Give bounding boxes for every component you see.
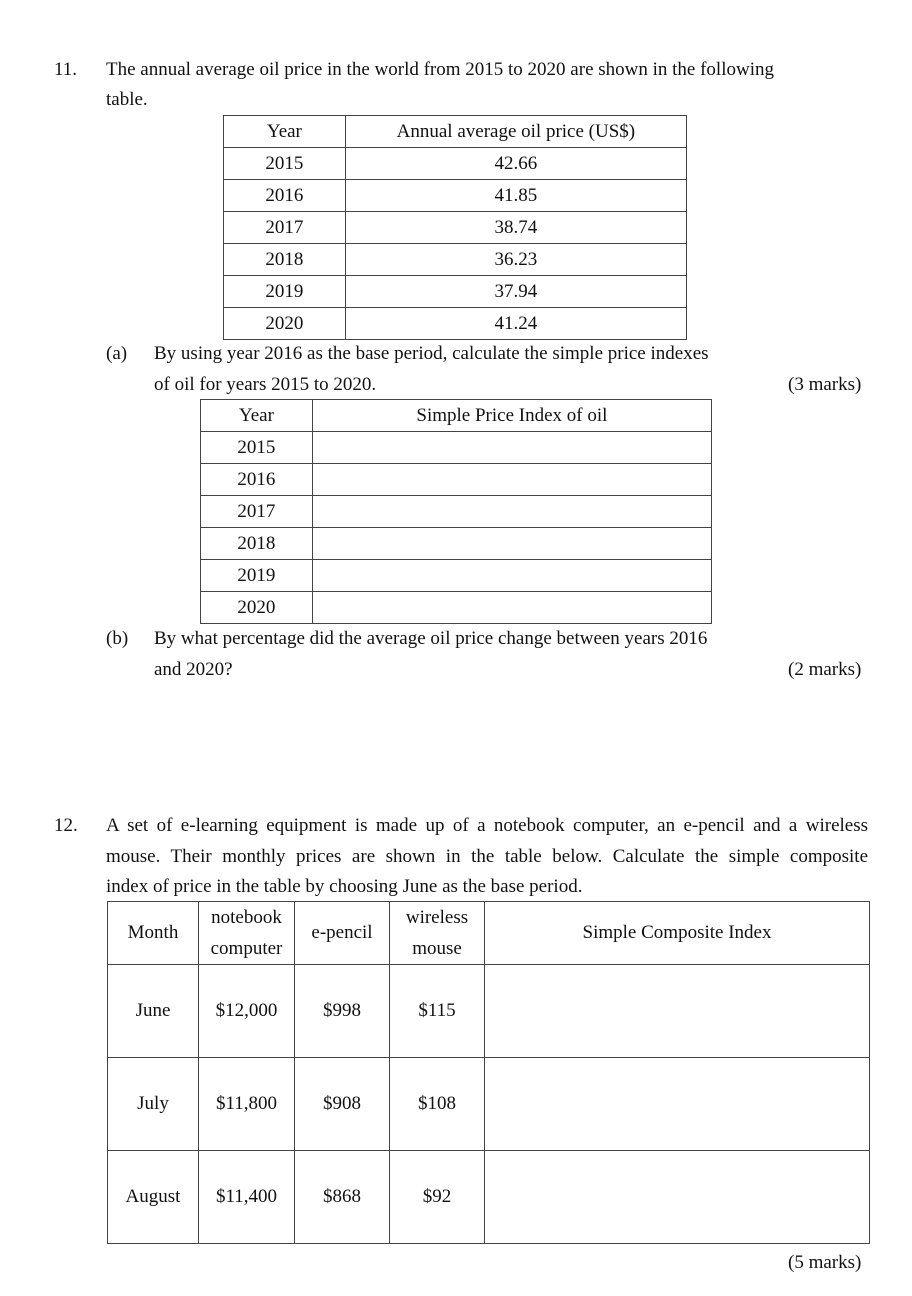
header-year: Year <box>224 116 346 148</box>
table-row <box>224 212 687 244</box>
notebook-price-cell: $11,400 <box>199 1151 295 1244</box>
answer-cell[interactable] <box>485 965 870 1058</box>
table-row <box>201 528 712 560</box>
price-cell: 38.74 <box>345 212 686 244</box>
header-notebook-computer <box>199 902 295 965</box>
year-cell: 2020 <box>201 592 313 624</box>
question-12-marks: (5 marks) <box>788 1252 862 1273</box>
table-row <box>224 148 687 180</box>
month-cell: June <box>108 965 199 1058</box>
answer-cell[interactable] <box>485 1058 870 1151</box>
table-row <box>201 560 712 592</box>
year-cell: 2019 <box>201 560 313 592</box>
part-b-marks: (2 marks) <box>788 659 862 680</box>
year-cell: 2018 <box>224 244 346 276</box>
answer-cell[interactable] <box>312 560 711 592</box>
header-notebook-line1: notebook <box>211 907 282 928</box>
answer-cell[interactable] <box>312 496 711 528</box>
notebook-price-cell: $12,000 <box>199 965 295 1058</box>
year-cell: 2018 <box>201 528 313 560</box>
part-a-line2: of oil for years 2015 to 2020. <box>154 374 377 395</box>
epencil-price-cell: $998 <box>295 965 390 1058</box>
table-row <box>201 592 712 624</box>
price-cell: 37.94 <box>345 276 686 308</box>
answer-cell[interactable] <box>312 528 711 560</box>
table-row <box>201 496 712 528</box>
year-cell: 2017 <box>224 212 346 244</box>
table-row <box>224 308 687 340</box>
header-e-pencil: e-pencil <box>295 902 390 965</box>
price-cell: 36.23 <box>345 244 686 276</box>
table-row <box>108 1058 870 1151</box>
part-b-line1: By what percentage did the average oil price change between years 2016 <box>154 628 708 649</box>
header-notebook-line2: computer <box>210 938 283 959</box>
question-11-number: 11. <box>54 59 78 80</box>
epencil-price-cell: $868 <box>295 1151 390 1244</box>
question-12-line2: mouse. Their monthly prices are shown in the table below. Calculate the simple composite <box>106 846 868 867</box>
table-row <box>201 464 712 496</box>
part-b-line2: and 2020? <box>154 659 233 680</box>
table-row <box>201 432 712 464</box>
mouse-price-cell: $115 <box>390 965 485 1058</box>
question-12-number: 12. <box>54 815 78 836</box>
month-cell: July <box>108 1058 199 1151</box>
equipment-price-table <box>107 901 870 1244</box>
question-12-line3: index of price in the table by choosing June as the base period. <box>106 876 583 897</box>
mouse-price-cell: $92 <box>390 1151 485 1244</box>
table-row <box>224 180 687 212</box>
year-cell: 2017 <box>201 496 313 528</box>
header-simple-composite-index: Simple Composite Index <box>485 902 870 965</box>
year-cell: 2016 <box>224 180 346 212</box>
question-11-intro-line1: The annual average oil price in the world from 2015 to 2020 are shown in the following <box>106 59 774 80</box>
price-index-answer-table <box>200 399 712 624</box>
header-wireless-line2: mouse <box>412 938 462 959</box>
header-month: Month <box>108 902 199 965</box>
price-cell: 41.24 <box>345 308 686 340</box>
year-cell: 2015 <box>224 148 346 180</box>
table-row <box>108 965 870 1058</box>
table-header-row <box>201 400 712 432</box>
notebook-price-cell: $11,800 <box>199 1058 295 1151</box>
year-cell: 2019 <box>224 276 346 308</box>
answer-cell[interactable] <box>485 1151 870 1244</box>
header-oil-price: Annual average oil price (US$) <box>345 116 686 148</box>
table-header-row <box>108 902 870 965</box>
mouse-price-cell: $108 <box>390 1058 485 1151</box>
header-year: Year <box>201 400 313 432</box>
header-simple-price-index: Simple Price Index of oil <box>312 400 711 432</box>
answer-cell[interactable] <box>312 464 711 496</box>
part-a-label: (a) <box>106 343 128 364</box>
month-cell: August <box>108 1151 199 1244</box>
question-11-intro-line2: table. <box>106 89 148 110</box>
epencil-price-cell: $908 <box>295 1058 390 1151</box>
header-wireless-line1: wireless <box>405 907 469 928</box>
question-12-line1: A set of e-learning equipment is made up of a notebook computer, an e-pencil and a wireless <box>106 815 868 836</box>
year-cell: 2016 <box>201 464 313 496</box>
header-wireless-mouse <box>390 902 485 965</box>
table-row <box>224 276 687 308</box>
year-cell: 2015 <box>201 432 313 464</box>
answer-cell[interactable] <box>312 432 711 464</box>
part-a-line1: By using year 2016 as the base period, calculate the simple price indexes <box>154 343 709 364</box>
part-a-marks: (3 marks) <box>788 374 862 395</box>
price-cell: 41.85 <box>345 180 686 212</box>
price-cell: 42.66 <box>345 148 686 180</box>
oil-price-table <box>223 115 687 340</box>
table-header-row <box>224 116 687 148</box>
part-b-label: (b) <box>106 628 129 649</box>
year-cell: 2020 <box>224 308 346 340</box>
table-row <box>108 1151 870 1244</box>
answer-cell[interactable] <box>312 592 711 624</box>
table-row <box>224 244 687 276</box>
